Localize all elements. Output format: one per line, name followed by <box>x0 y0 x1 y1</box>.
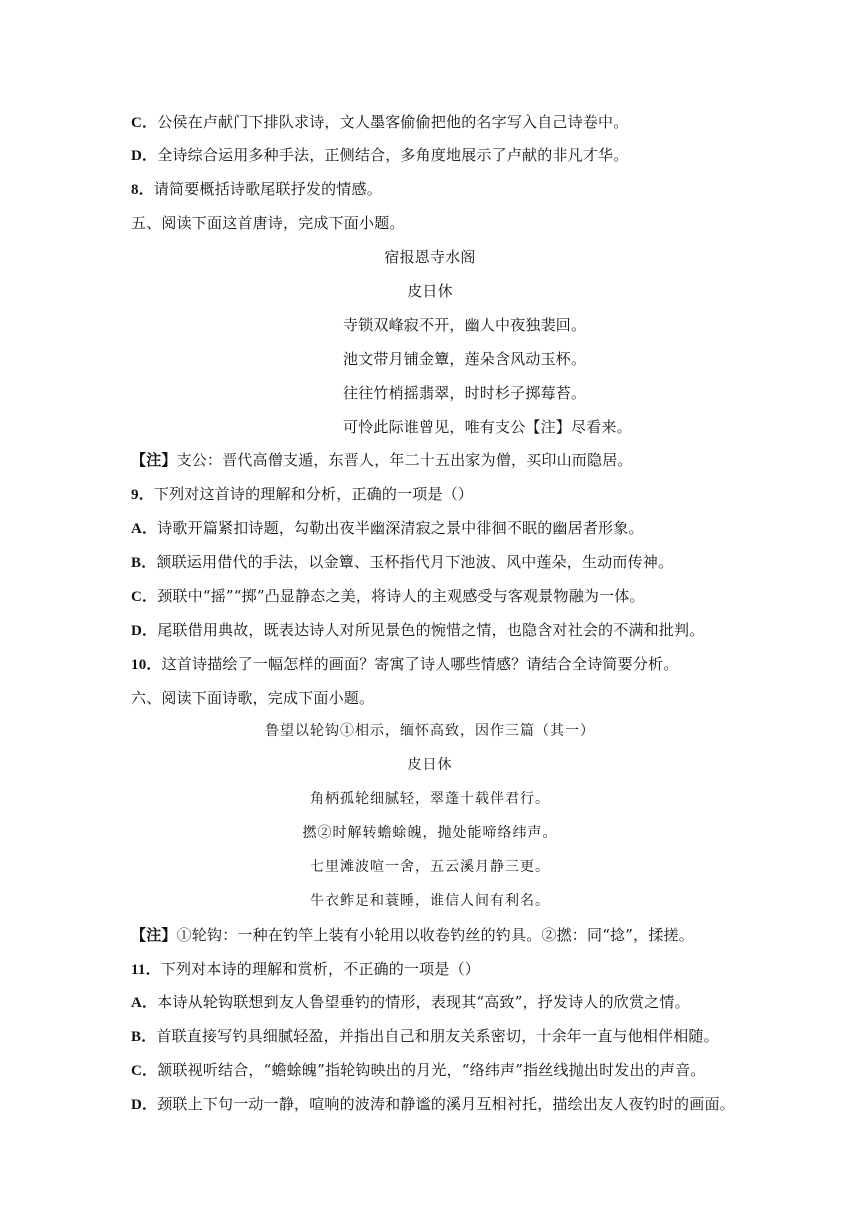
q9-option-c: C．颈联中“摇”“掷”凸显静态之美，将诗人的主观感受与客观景物融为一体。 <box>131 587 645 605</box>
q11-option-d: D．颈联上下句一动一静，喧响的波涛和静谧的溪月互相衬托，描绘出友人夜钓时的画面。 <box>131 1095 735 1113</box>
poem1-line: 池文带月铺金簟，莲朵含风动玉杯。 <box>343 350 587 368</box>
poem1-line: 寺锁双峰寂不开，幽人中夜独裴回。 <box>343 316 587 334</box>
question-11: 11．下列对本诗的理解和赏析，不正确的一项是（） <box>131 960 480 978</box>
q11-option-a: A．本诗从轮钩联想到友人鲁望垂钓的情形，表现其“高致”，抒发诗人的欣赏之情。 <box>131 993 690 1011</box>
q9-option-a: A．诗歌开篇紧扣诗题，勾勒出夜半幽深清寂之景中徘徊不眠的幽居者形象。 <box>131 519 644 537</box>
q9-option-d: D．尾联借用典故，既表达诗人对所见景色的惋惜之情，也隐含对社会的不满和批判。 <box>131 621 705 639</box>
section-5-heading: 五、阅读下面这首唐诗，完成下面小题。 <box>131 214 405 232</box>
question-10: 10．这首诗描绘了一幅怎样的画面？寄寓了诗人哪些情感？请结合全诗简要分析。 <box>131 655 679 673</box>
poem1-note: 【注】支公：晋代高僧支遁，东晋人，年二十五出家为僧，买印山而隐居。 <box>131 451 633 469</box>
poem1-line: 往往竹梢摇翡翠，时时杉子掷莓苔。 <box>343 384 587 402</box>
poem2-title: 鲁望以轮钩①相示，缅怀高致，因作三篇（其一） <box>265 723 595 739</box>
poem1-line: 可怜此际谁曾见，唯有支公【注】尽看来。 <box>343 418 632 436</box>
poem2-line: 牛衣鲊足和蓑睡，谁信人间有利名。 <box>310 893 550 909</box>
poem2-note: 【注】①轮钩：一种在钓竿上装有小轮用以收卷钓丝的钓具。②撚：同“捻”，揉搓。 <box>131 926 694 944</box>
poem2-line: 七里滩波喧一舍，五云溪月静三更。 <box>310 859 550 875</box>
option-d-prev: D．全诗综合运用多种手法，正侧结合，多角度地展示了卢献的非凡才华。 <box>131 146 629 164</box>
poem2-author: 皮日休 <box>407 757 453 773</box>
option-c-prev: C．公侯在卢献门下排队求诗，文人墨客偷偷把他的名字写入自己诗卷中。 <box>131 113 629 131</box>
poem2-line: 角柄孤轮细腻轻，翠蓬十载伴君行。 <box>310 791 550 807</box>
q11-option-b: B．首联直接写钓具细腻轻盈，并指出自己和朋友关系密切，十余年一直与他相伴相随。 <box>131 1027 719 1045</box>
section-6-heading: 六、阅读下面诗歌，完成下面小题。 <box>131 689 375 707</box>
poem1-author: 皮日休 <box>407 282 453 300</box>
q11-option-c: C．颔联视听结合，“蟾蜍魄”指轮钩映出的月光，“络纬声”指丝线抛出时发出的声音。 <box>131 1061 706 1079</box>
poem1-title: 宿报恩寺水阁 <box>384 248 476 266</box>
question-8: 8．请简要概括诗歌尾联抒发的情感。 <box>131 180 382 198</box>
poem2-line: 撚②时解转蟾蜍魄，抛处能啼络纬声。 <box>302 825 558 841</box>
question-9: 9．下列对这首诗的理解和分析，正确的一项是（） <box>131 485 474 503</box>
q9-option-b: B．颔联运用借代的手法，以金簟、玉杯指代月下池波、风中莲朵，生动而传神。 <box>131 553 674 571</box>
